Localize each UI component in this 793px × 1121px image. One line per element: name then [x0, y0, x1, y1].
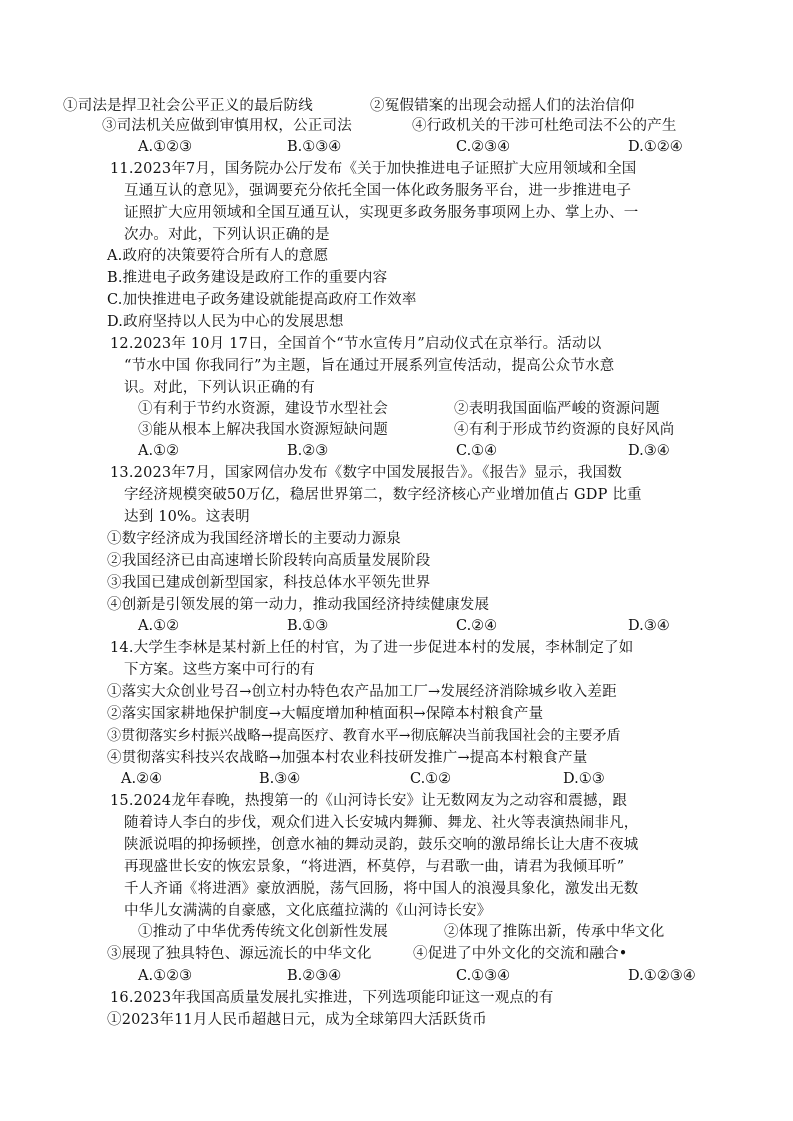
q14-statement-1: ①落实大众创业号召→创立村办特色农产品加工厂→发展经济消除城乡收入差距: [107, 684, 617, 700]
q12-statement-3: ③能从根本上解决我国水资源短缺问题: [138, 422, 388, 438]
q15-stem-line-6: 中华儿女满满的自豪感，文化底蕴拉满的《山河诗长安》: [124, 903, 492, 919]
q11-option-d: D.政府坚持以人民为中心的发展思想: [107, 314, 344, 330]
q16-statement-1: ①2023年11月人民币超越日元，成为全球第四大活跃货币: [107, 1012, 487, 1028]
q13-statement-2: ②我国经济已由高速增长阶段转向高质量发展阶段: [107, 553, 431, 569]
q12-option-b: B.②③: [287, 443, 329, 459]
q11-option-a: A.政府的决策要符合所有人的意愿: [107, 248, 329, 264]
q13-option-c: C.②④: [456, 618, 498, 634]
q13-stem-line-2: 字经济规模突破50万亿，稳居世界第二，数字经济核心产业增加值占 GDP 比重: [124, 487, 642, 503]
q10-statement-4: ④行政机关的干涉可杜绝司法不公的产生: [412, 118, 677, 134]
q10-option-a: A.①②③: [138, 139, 193, 155]
q14-statement-2: ②落实国家耕地保护制度→大幅度增加种植面积→保障本村粮食产量: [107, 706, 544, 722]
q10-option-c: C.②③④: [456, 139, 511, 155]
q14-statement-3: ③贯彻落实乡村振兴战略→提高医疗、教育水平→彻底解决当前我国社会的主要矛盾: [107, 728, 621, 744]
q12-statement-2: ②表明我国面临严峻的资源问题: [454, 401, 660, 417]
q10-option-b: B.①③④: [287, 139, 342, 155]
q15-option-d: D.①②③④: [628, 968, 696, 984]
q14-stem-line-2: 下方案。这些方案中可行的有: [124, 662, 316, 678]
q15-stem-line-1: 15.2024龙年春晚，热搜第一的《山河诗长安》让无数网友为之动容和震撼，跟: [110, 793, 628, 809]
q15-option-a: A.①②③: [138, 968, 193, 984]
q13-stem-line-3: 达到 10%。这表明: [124, 509, 250, 525]
q16-stem: 16.2023年我国高质量发展扎实推进，下列选项能印证这一观点的有: [110, 990, 554, 1006]
q13-statement-1: ①数字经济成为我国经济增长的主要动力源泉: [107, 531, 401, 547]
q13-option-a: A.①②: [138, 618, 180, 634]
q12-stem-line-1: 12.2023年 10月 17日，全国首个“节水宣传月”启动仪式在京举行。活动以: [110, 336, 602, 352]
q14-stem-line-1: 14.大学生李林是某村新上任的村官，为了进一步促进本村的发展，李林制定了如: [110, 640, 634, 656]
q11-stem-line-2: 互通互认的意见》，强调要充分依托全国一体化政务服务平台，进一步推进电子: [124, 183, 632, 199]
q10-statement-1: ①司法是捍卫社会公平正义的最后防线: [63, 98, 313, 114]
q11-option-b: B.推进电子政务建设是政府工作的重要内容: [107, 270, 388, 286]
q15-option-b: B.②③④: [287, 968, 342, 984]
q15-stem-line-2: 随着诗人李白的步伐，观众们进入长安城内舞狮、舞龙、社火等表演热闹非凡，: [124, 815, 639, 831]
q15-option-c: C.①③④: [456, 968, 511, 984]
q15-statement-1: ①推动了中华优秀传统文化创新性发展: [138, 924, 388, 940]
q14-option-d: D.①③: [563, 771, 605, 787]
q10-statement-3: ③司法机关应做到审慎用权，公正司法: [102, 118, 352, 134]
q13-option-b: B.①③: [287, 618, 329, 634]
q12-stem-line-2: “节水中国 你我同行”为主题，旨在通过开展系列宣传活动，提高公众节水意: [124, 358, 615, 374]
q12-option-c: C.①④: [456, 443, 498, 459]
q13-statement-3: ③我国已建成创新型国家，科技总体水平领先世界: [107, 575, 431, 591]
q12-option-a: A.①②: [138, 443, 180, 459]
q14-statement-4: ④贯彻落实科技兴农战略→加强本村农业科技研发推广→提高本村粮食产量: [107, 750, 588, 766]
q14-option-b: B.③④: [259, 771, 301, 787]
q15-statement-3: ③展现了独具特色、源远流长的中华文化: [107, 946, 372, 962]
q14-option-a: A.②④: [121, 771, 163, 787]
q15-stem-line-3: 陕派说唱的抑扬顿挫，创意水袖的舞动灵韵，鼓乐交响的激昂绵长让大唐不夜城: [124, 837, 639, 853]
q10-statement-2: ②冤假错案的出现会动摇人们的法治信仰: [370, 98, 635, 114]
q12-statement-4: ④有利于形成节约资源的良好风尚: [454, 422, 675, 438]
q12-option-d: D.③④: [628, 443, 670, 459]
q15-statement-4: ④促进了中外文化的交流和融合•: [413, 946, 628, 962]
q11-option-c: C.加快推进电子政务建设就能提高政府工作效率: [107, 292, 417, 308]
q15-statement-2: ②体现了推陈出新，传承中华文化: [444, 924, 665, 940]
q11-stem-line-3: 证照扩大应用领域和全国互通互认，实现更多政务服务事项网上办、掌上办、一: [124, 205, 639, 221]
q13-stem-line-1: 13.2023年7月，国家网信办发布《数字中国发展报告》。《报告》显示，我国数: [110, 465, 622, 481]
q11-stem-line-4: 次办。对此，下列认识正确的是: [124, 227, 330, 243]
q13-statement-4: ④创新是引领发展的第一动力，推动我国经济持续健康发展: [107, 597, 490, 613]
q12-stem-line-3: 识。对此，下列认识正确的有: [124, 380, 316, 396]
q10-option-d: D.①②④: [628, 139, 683, 155]
q15-stem-line-4: 再现盛世长安的恢宏景象，“将进酒，杯莫停，与君歌一曲，请君为我倾耳听”: [124, 859, 625, 875]
q12-statement-1: ①有利于节约水资源，建设节水型社会: [138, 401, 388, 417]
q11-stem-line-1: 11.2023年7月，国务院办公厅发布《关于加快推进电子证照扩大应用领域和全国: [110, 161, 637, 177]
q13-option-d: D.③④: [628, 618, 670, 634]
q15-stem-line-5: 千人齐诵《将进酒》豪放洒脱，荡气回肠，将中国人的浪漫具象化，激发出无数: [124, 881, 639, 897]
q14-option-c: C.①②: [410, 771, 452, 787]
